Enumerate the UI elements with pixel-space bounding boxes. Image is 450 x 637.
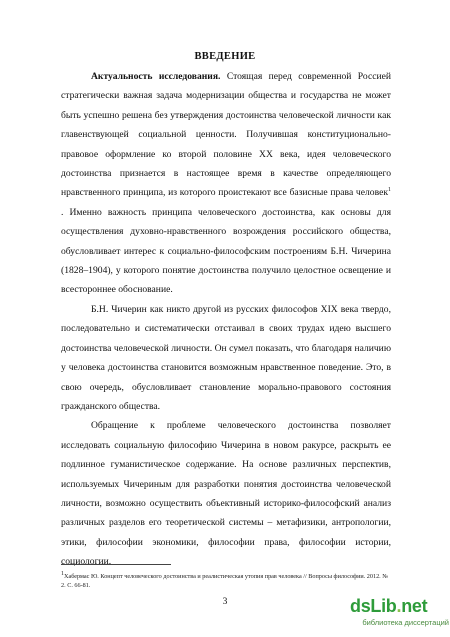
footnote-divider xyxy=(61,564,171,565)
watermark xyxy=(345,596,449,632)
footnote-marker: 1 xyxy=(61,570,64,577)
footnote-reference[interactable]: 1 xyxy=(388,187,391,194)
paragraph-text: Стоящая перед современной Россией стратегически важная задача модернизации общества и государства не может быть успешно решена без утверждения достоинства человеческой личности как главенствующей социальной ценности. Получившая конституционально-правовое оформление ко второй половине XX века, идея человеческого достоинства признается в настоящее время в качестве определяющего нравственного принципа, из которого проистекают все базисные права человек xyxy=(61,71,391,199)
paragraph-text: . Именно важность принципа человеческого достоинства, как основы для осуществления духовно-нравственного возрождения российского общества, обусловливает интерес к социально-философским построениям Б.Н. Чичерина (1828–1904), у которого понятие достоинства получило целостное освещение и всестороннее обоснование. xyxy=(61,206,391,296)
watermark-logo xyxy=(350,596,427,617)
watermark-logo-main: dsLib xyxy=(350,596,397,616)
watermark-logo-dot: . xyxy=(396,596,402,616)
body-text xyxy=(61,67,391,572)
page-number: 3 xyxy=(222,597,228,607)
watermark-subtitle: библиотека диссертаций xyxy=(362,618,449,627)
footnote-text: Хабермас Ю. Концепт человеческого достоинства и реалистическая утопия прав человека // Вопросы философии. 2012. № 2. С. 66-81. xyxy=(61,573,389,589)
paragraph-chicherin: Б.Н. Чичерин как никто другой из русских философов XIX века твердо, последовательно и систематически отстаивал в своих трудах идею высшего достоинства человеческой личности. Он сумел показать, что благодаря наличию у человека достоинства становится возможным нравственное поведение. Это, в свою очередь, обусловливает становление морально-правового состояния гражданского общества. xyxy=(61,303,391,412)
footnote xyxy=(61,572,391,590)
lead-phrase: Актуальность исследования. xyxy=(91,71,221,82)
paragraph-relevance xyxy=(61,67,391,300)
paragraph-dignity: Обращение к проблеме человеческого достоинства позволяет исследовать социальную философию Чичерина в новом ракурсе, раскрыть ее подлинное гуманистическое содержание. На основе различных перспектив, используемых Чичериным для разработки понятия достоинства человеческой личности, возможно осуществить объективный историко-философский анализ различных разделов его теоретической системы – метафизики, антропологии, этики, философии экономики, философии права, философии истории, социологии. xyxy=(61,420,391,568)
section-title: ВВЕДЕНИЕ xyxy=(194,51,256,62)
watermark-logo-tld: net xyxy=(401,596,428,616)
